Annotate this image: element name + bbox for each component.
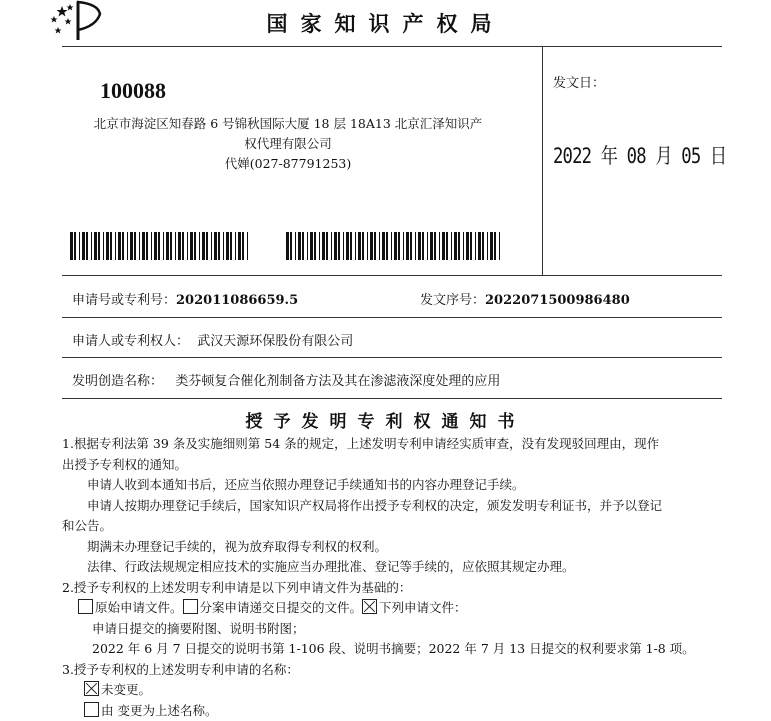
row-rule-3 <box>62 398 722 399</box>
serial-number: 2022071500986480 <box>485 293 630 308</box>
barcode-right <box>286 232 502 260</box>
date-divider <box>542 46 543 276</box>
serial-number-row <box>420 289 630 308</box>
paragraph-3: 申请人按期办理登记手续后，国家知识产权局将作出授予专利权的决定，颁发发明专利证书，并予以登记 <box>62 496 726 517</box>
invention-title: 类芬顿复合催化剂制备方法及其在渗滤液深度处理的应用 <box>175 374 500 389</box>
paragraph-6: 2.授予专利权的上述发明专利申请是以下列申请文件为基础的： <box>62 578 726 599</box>
application-number-label: 申请号或专利号： <box>72 293 176 308</box>
changed-checkbox <box>84 702 99 717</box>
paragraph-1-cont: 出授予专利权的通知。 <box>62 455 726 476</box>
applicant-label: 申请人或专利权人： <box>72 334 189 349</box>
row-rule-1 <box>62 317 722 318</box>
mailing-address <box>72 114 504 174</box>
paragraph-5: 法律、行政法规规定相应技术的实施应当办理批准、登记等手续的，应依照其规定办理。 <box>62 557 726 578</box>
top-rule <box>62 46 722 47</box>
applicant-name: 武汉天源环保股份有限公司 <box>197 334 353 349</box>
postcode: 100088 <box>100 78 166 104</box>
paragraph-3-cont: 和公告。 <box>62 516 726 537</box>
application-number-row <box>72 289 298 308</box>
name-unchanged-option <box>62 680 726 701</box>
row-rule-2 <box>62 357 722 358</box>
original-files-checkbox <box>78 599 93 614</box>
paragraph-7: 申请日提交的摘要附图、说明书附图； <box>62 619 726 640</box>
divisional-files-label: 分案申请递交日提交的文件。 <box>200 600 363 615</box>
header-bottom-rule <box>62 275 722 276</box>
notice-body <box>62 434 726 721</box>
unchanged-label: 未变更。 <box>101 682 151 697</box>
application-number: 202011086659.5 <box>176 293 298 308</box>
paragraph-8: 2022 年 6 月 7 日提交的说明书第 1-106 段、说明书摘要；2022 年 7 月 13 日提交的权利要求第 1-8 项。 <box>62 639 726 660</box>
paragraph-1: 1.根据专利法第 39 条及实施细则第 54 条的规定，上述发明专利申请经实质审查，没有发现驳回理由，现作 <box>62 434 726 455</box>
serial-number-label: 发文序号： <box>420 293 485 308</box>
address-line-1: 北京市海淀区知春路 6 号锦秋国际大厦 18 层 18A13 北京汇泽知识产 <box>72 114 504 134</box>
paragraph-2: 申请人收到本通知书后，还应当依照办理登记手续通知书的内容办理登记手续。 <box>62 475 726 496</box>
paragraph-4: 期满未办理登记手续的，视为放弃取得专利权的权利。 <box>62 537 726 558</box>
paragraph-9: 3.授予专利权的上述发明专利申请的名称： <box>62 660 726 681</box>
invention-label: 发明创造名称： <box>72 374 163 389</box>
issue-date-label: 发文日： <box>553 72 605 91</box>
unchanged-checkbox-checked <box>84 681 99 696</box>
applicant-row <box>72 330 353 349</box>
notice-title: 授予发明专利权通知书 <box>0 407 771 432</box>
barcode-left <box>70 232 250 260</box>
basis-options <box>62 598 726 619</box>
listed-files-checkbox-checked <box>362 599 377 614</box>
invention-row <box>72 370 500 389</box>
listed-files-label: 下列申请文件： <box>379 600 467 615</box>
address-line-2: 权代理有限公司 <box>72 134 504 154</box>
office-name: 国家知识产权局 <box>0 8 771 38</box>
agent-contact: 代婵(027-87791253) <box>72 154 504 174</box>
name-changed-option <box>62 701 726 721</box>
divisional-files-checkbox <box>183 599 198 614</box>
original-files-label: 原始申请文件。 <box>95 600 183 615</box>
issue-date: 2022 年 08 月 05 日 <box>553 140 726 170</box>
changed-label: 由 变更为上述名称。 <box>101 703 217 718</box>
